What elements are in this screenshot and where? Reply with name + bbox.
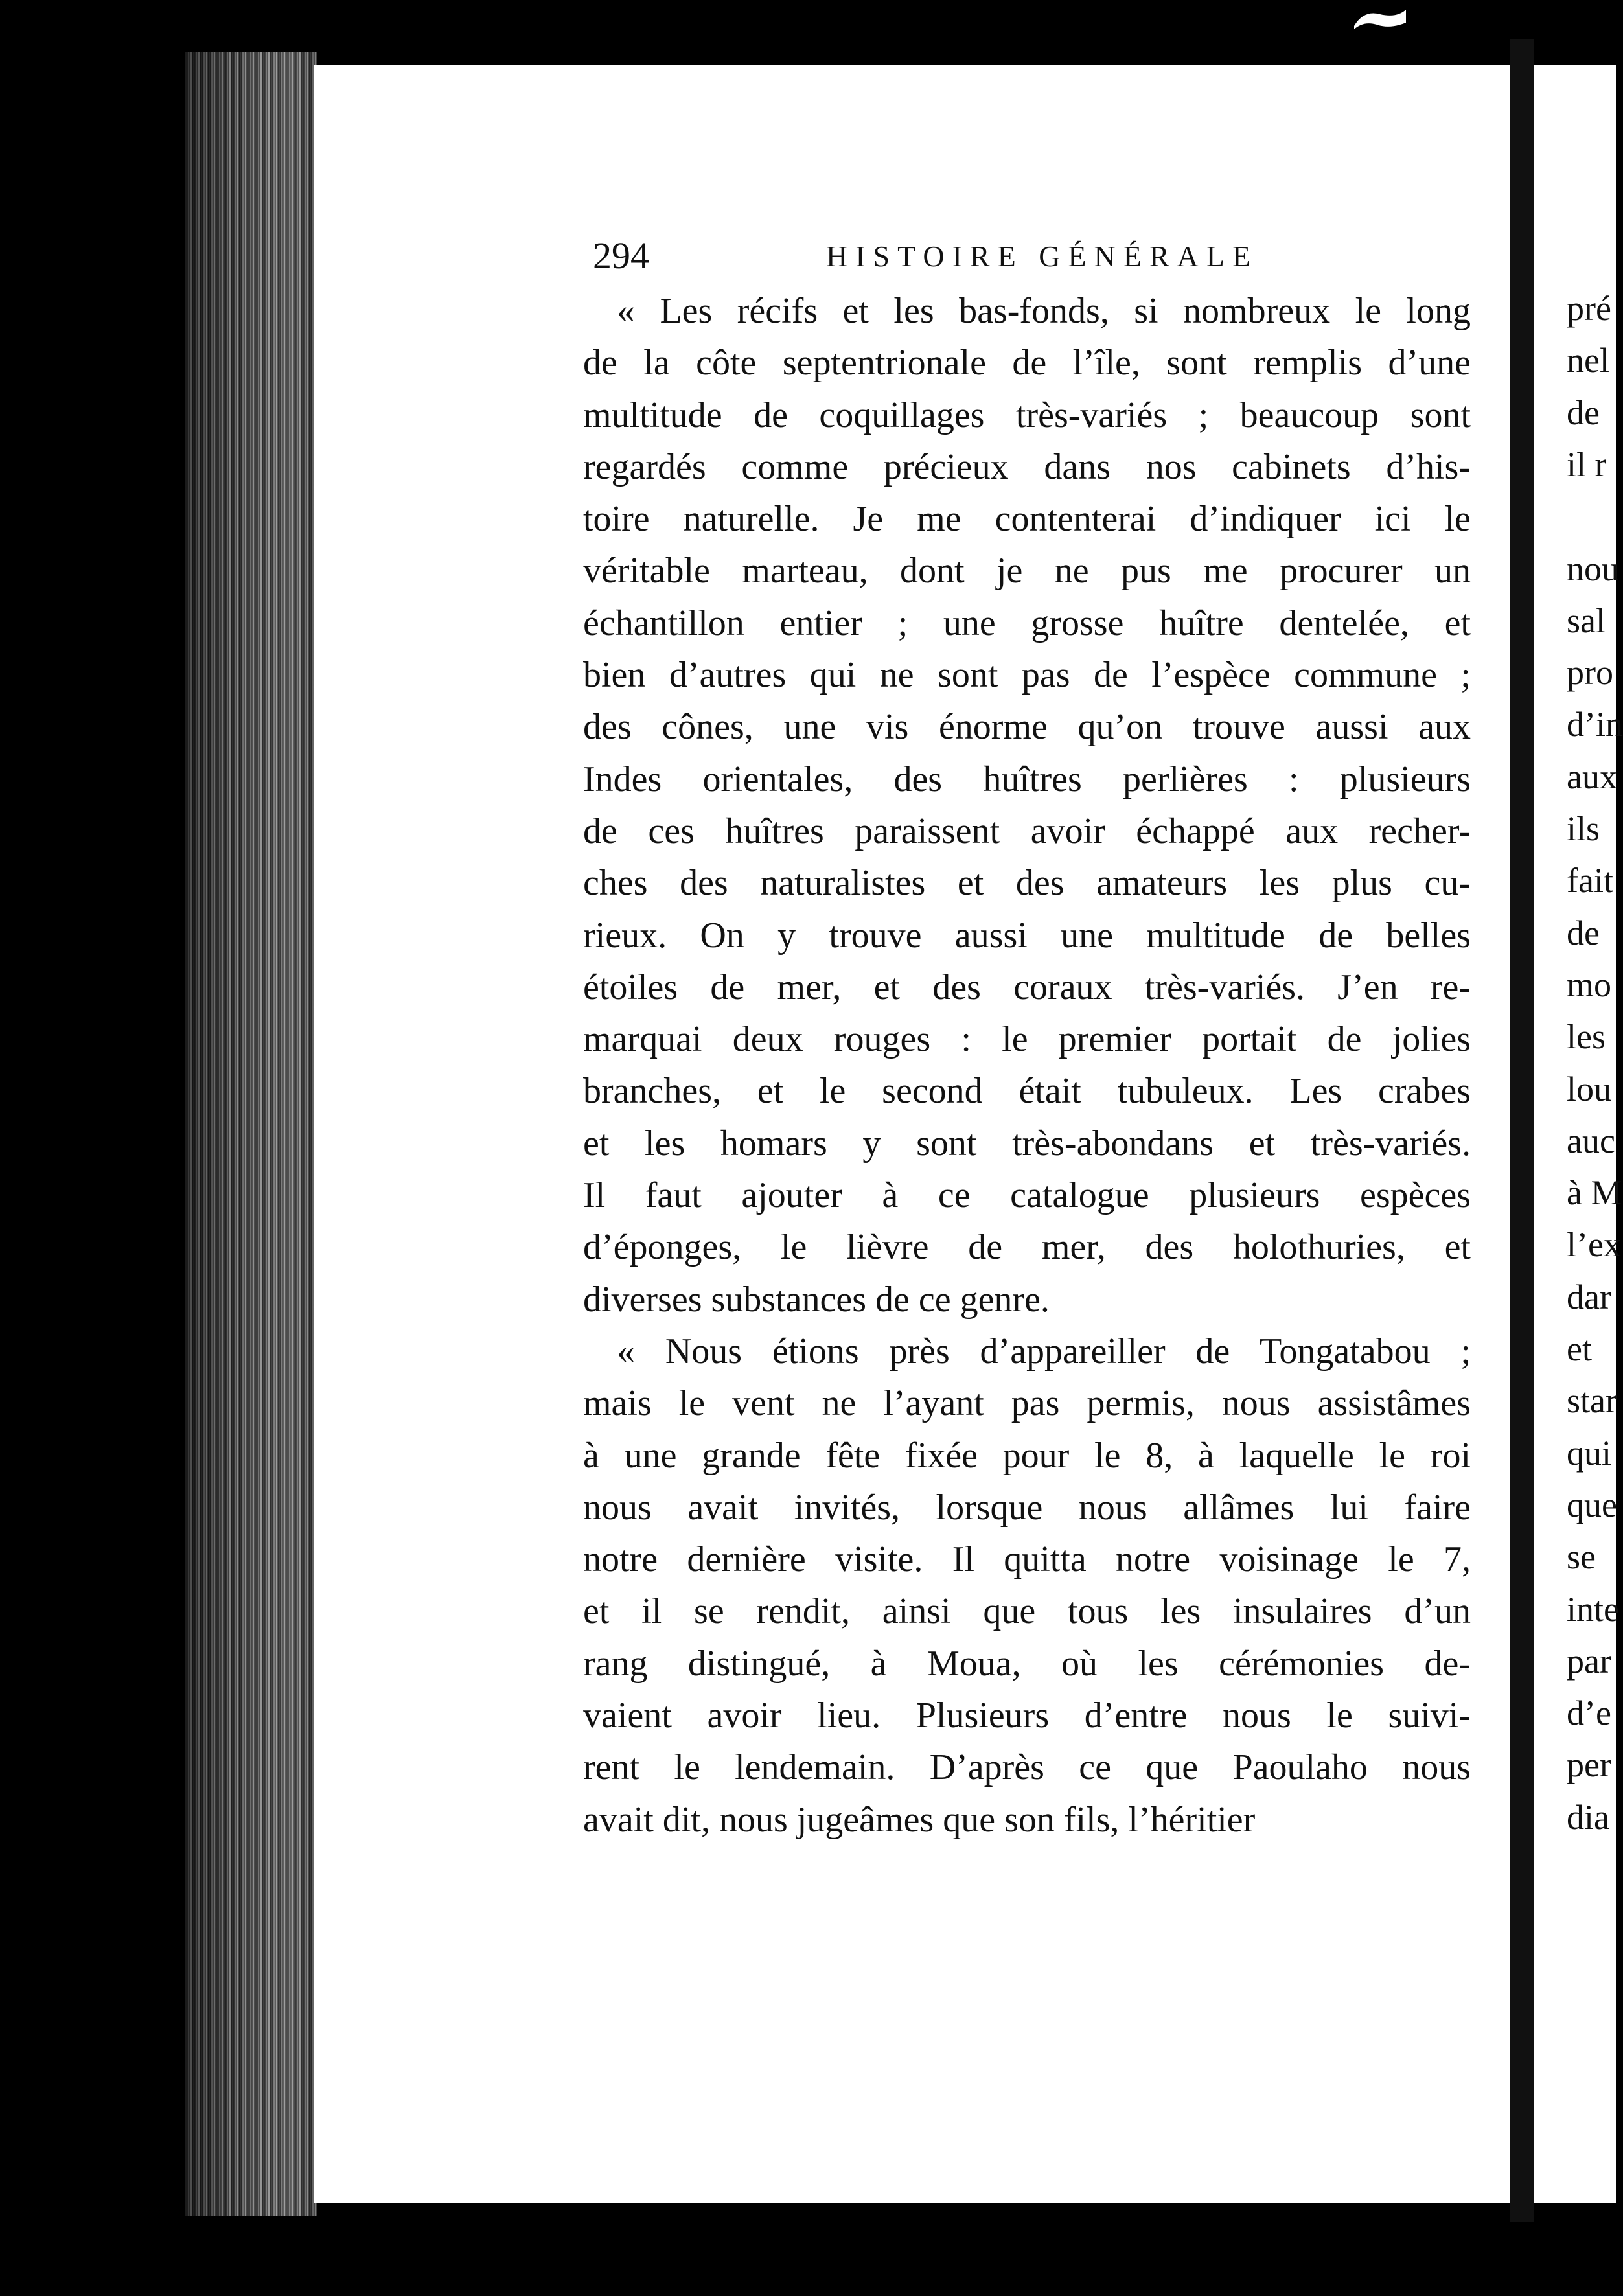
page-edge-stack	[185, 52, 317, 2216]
text-line: rang distingué, à Moua, où les cérémonies de-	[583, 1643, 1471, 1684]
running-title: HISTOIRE GÉNÉRALE	[826, 240, 1258, 273]
facing-page-fragment: auc	[1567, 1121, 1615, 1160]
facing-page-fragment: d’e	[1567, 1693, 1611, 1733]
facing-page-fragment: lou	[1567, 1069, 1612, 1108]
facing-page-shadow	[1510, 39, 1534, 2222]
text-line: marquai deux rouges : le premier portait de jolies	[583, 1019, 1471, 1060]
text-line: notre dernière visite. Il quitta notre voisinage le 7,	[583, 1539, 1471, 1580]
facing-page-fragment: pré	[1567, 289, 1611, 328]
text-line: « Nous étions près d’appareiller de Tongatabou ;	[617, 1331, 1471, 1372]
facing-page-fragment: pro	[1567, 653, 1613, 693]
text-line: multitude de coquillages très-variés ; beaucoup sont	[583, 395, 1471, 435]
text-line: regardés comme précieux dans nos cabinets d’his-	[583, 446, 1471, 487]
text-line: étoiles de mer, et des coraux très-variés. J’en re-	[583, 967, 1471, 1007]
facing-page-fragment: de	[1567, 913, 1600, 952]
text-line: Il faut ajouter à ce catalogue plusieurs espèces	[583, 1175, 1471, 1216]
text-line: bien d’autres qui ne sont pas de l’espèce commune ;	[583, 655, 1471, 696]
facing-page-fragment: nou	[1567, 549, 1619, 588]
text-line: diverses substances de ce genre.	[583, 1279, 1050, 1320]
facing-page-fragment: per	[1567, 1745, 1611, 1785]
facing-page-fragment: dia	[1567, 1797, 1609, 1837]
facing-page-fragment: les	[1567, 1017, 1606, 1057]
text-line: nous avait invités, lorsque nous allâmes lui faire	[583, 1487, 1471, 1528]
facing-page-fragment: qui	[1567, 1433, 1612, 1473]
text-line: Indes orientales, des huîtres perlières : plusieurs	[583, 759, 1471, 799]
text-line: de la côte septentrionale de l’île, sont remplis d’une	[583, 343, 1471, 384]
running-head	[593, 233, 1474, 279]
facing-page-fragment: de	[1567, 393, 1600, 432]
facing-page-fragment: inte	[1567, 1589, 1619, 1629]
binding-mark	[1351, 6, 1409, 32]
text-line: vaient avoir lieu. Plusieurs d’entre nous le suivi-	[583, 1695, 1471, 1736]
page-number: 294	[593, 235, 649, 277]
text-line: des cônes, une vis énorme qu’on trouve aussi aux	[583, 707, 1471, 748]
text-line: et les homars y sont très-abondans et très-variés.	[583, 1123, 1471, 1164]
facing-page-fragment: à M	[1567, 1173, 1622, 1213]
facing-page-fragment: que	[1567, 1485, 1617, 1524]
facing-page-fragment: et	[1567, 1329, 1592, 1368]
facing-page-fragment: il r	[1567, 444, 1607, 484]
facing-page-fragment: nel	[1567, 341, 1609, 380]
facing-page-fragment: ils	[1567, 809, 1600, 848]
facing-page-fragment: par	[1567, 1641, 1611, 1681]
facing-page-fragment: d’in	[1567, 705, 1623, 744]
text-line: mais le vent ne l’ayant pas permis, nous assistâmes	[583, 1383, 1471, 1424]
text-line: « Les récifs et les bas-fonds, si nombreux le long	[617, 291, 1471, 331]
text-line: rieux. On y trouve aussi une multitude de belles	[583, 915, 1471, 956]
facing-page-fragment: se	[1567, 1537, 1596, 1577]
facing-page-fragment: mo	[1567, 965, 1612, 1004]
facing-page-fragment: fait	[1567, 861, 1613, 901]
text-line: de ces huîtres paraissent avoir échappé aux recher-	[583, 810, 1471, 851]
facing-page	[1534, 65, 1623, 2203]
text-line: véritable marteau, dont je ne pus me procurer un	[583, 551, 1471, 591]
facing-page-fragment: sal	[1567, 601, 1606, 640]
text-line: d’éponges, le lièvre de mer, des holothuries, et	[583, 1227, 1471, 1268]
facing-page-fragment: dar	[1567, 1277, 1611, 1316]
text-line: à une grande fête fixée pour le 8, à laquelle le roi	[583, 1435, 1471, 1476]
text-line: rent le lendemain. D’après ce que Paoulaho nous	[583, 1747, 1471, 1788]
text-line: branches, et le second était tubuleux. Les crabes	[583, 1071, 1471, 1112]
text-line: ches des naturalistes et des amateurs les plus cu-	[583, 863, 1471, 904]
text-line: échantillon entier ; une grosse huître dentelée, et	[583, 603, 1471, 643]
body-text	[583, 285, 1471, 1846]
text-line: toire naturelle. Je me contenterai d’indiquer ici le	[583, 499, 1471, 540]
facing-page-fragment: l’ex	[1567, 1225, 1621, 1265]
text-line: avait dit, nous jugeâmes que son fils, l’héritier	[583, 1799, 1256, 1840]
text-line: et il se rendit, ainsi que tous les insulaires d’un	[583, 1591, 1471, 1632]
facing-page-fragment: star	[1567, 1381, 1617, 1421]
facing-page-fragment: aux	[1567, 757, 1617, 796]
